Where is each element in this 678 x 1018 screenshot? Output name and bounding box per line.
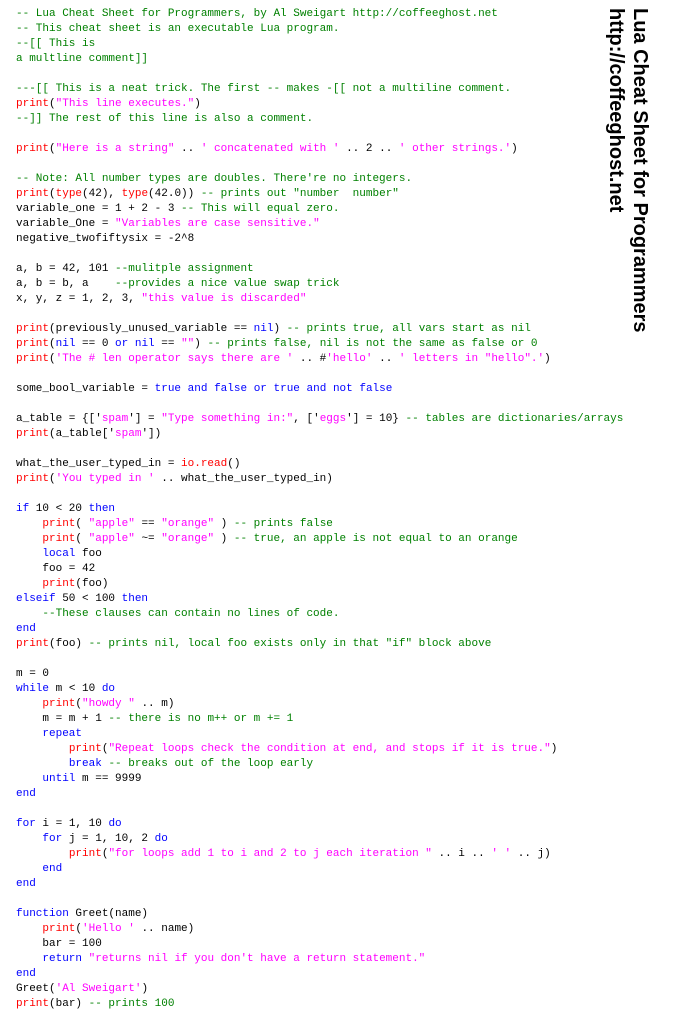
code-line xyxy=(16,952,668,967)
code-listing xyxy=(16,7,668,1012)
code-line xyxy=(16,697,668,712)
code-line xyxy=(16,532,668,547)
string-token: ' letters in "hello".' xyxy=(398,353,545,365)
code-token: a, b = 42, 101 xyxy=(16,263,116,275)
code-line xyxy=(16,472,668,487)
code-line xyxy=(16,727,668,742)
code-token: ) xyxy=(141,983,149,995)
builtin-token: print xyxy=(42,533,76,545)
string-token: 'hello' xyxy=(326,353,373,365)
code-token: some_bool_variable = xyxy=(16,383,155,395)
keyword-token: do xyxy=(101,683,116,695)
blank-line xyxy=(16,127,668,142)
comment-token: -- tables are dictionaries/arrays xyxy=(405,413,624,425)
code-token: .. what_the_user_typed_in) xyxy=(154,473,333,485)
string-token: 'Hello ' xyxy=(82,923,135,935)
string-token: "orange" xyxy=(161,518,215,530)
comment-token: --provides a nice value swap trick xyxy=(115,278,340,290)
code-token: foo = 42 xyxy=(16,563,96,575)
comment-token: --]] The rest of this line is also a comment. xyxy=(16,113,314,125)
code-token: x, y, z = 1, 2, 3, xyxy=(16,293,142,305)
code-line xyxy=(16,997,668,1012)
code-token xyxy=(16,773,42,785)
blank-line xyxy=(16,652,668,667)
code-token: ( xyxy=(49,473,56,485)
string-token: "this value is discarded" xyxy=(141,293,307,305)
code-line xyxy=(16,577,668,592)
keyword-token: or xyxy=(253,383,267,395)
blank-line xyxy=(16,397,668,412)
string-token: spam xyxy=(115,428,142,440)
code-token: (foo) xyxy=(75,578,109,590)
builtin-token: print xyxy=(42,578,76,590)
code-token xyxy=(267,383,274,395)
comment-token: -- true, an apple is not equal to an orange xyxy=(233,533,518,545)
comment-token: -- prints false xyxy=(233,518,333,530)
code-token: (42), xyxy=(82,188,122,200)
keyword-token: then xyxy=(121,593,149,605)
code-token: i = 1, 10 xyxy=(35,818,109,830)
code-token: ) xyxy=(214,533,234,545)
code-line xyxy=(16,52,668,67)
string-token: "for loops add 1 to i and 2 to j each iteration " xyxy=(108,848,432,860)
code-line xyxy=(16,682,668,697)
code-token: .. name) xyxy=(134,923,195,935)
code-token xyxy=(16,518,42,530)
builtin-token: print xyxy=(68,848,102,860)
code-token xyxy=(326,383,333,395)
keyword-token: end xyxy=(16,623,36,635)
code-line xyxy=(16,187,668,202)
builtin-token: print xyxy=(16,323,50,335)
keyword-token: until xyxy=(42,773,76,785)
code-token: .. xyxy=(174,143,201,155)
code-token xyxy=(16,743,69,755)
blank-line xyxy=(16,367,668,382)
code-line xyxy=(16,97,668,112)
keyword-token: end xyxy=(16,788,36,800)
code-line xyxy=(16,277,668,292)
keyword-token: break xyxy=(68,758,102,770)
builtin-token: print xyxy=(16,353,50,365)
builtin-token: print xyxy=(16,338,50,350)
code-token: .. m) xyxy=(134,698,175,710)
code-line xyxy=(16,832,668,847)
string-token: ' other strings.' xyxy=(398,143,512,155)
string-token: spam xyxy=(101,413,129,425)
code-token: ( xyxy=(75,518,89,530)
keyword-token: then xyxy=(88,503,116,515)
code-line xyxy=(16,742,668,757)
comment-token: --[[ This is xyxy=(16,38,96,50)
code-token: ( xyxy=(75,923,83,935)
code-line xyxy=(16,907,668,922)
code-token: a_table = {[' xyxy=(16,413,102,425)
side-title xyxy=(605,8,668,408)
keyword-token: or xyxy=(115,338,129,350)
code-token: m = 0 xyxy=(16,668,50,680)
code-line xyxy=(16,232,668,247)
code-token xyxy=(16,863,42,875)
code-token: what_the_user_typed_in = xyxy=(16,458,182,470)
code-line xyxy=(16,712,668,727)
string-token: eggs xyxy=(319,413,347,425)
code-token: ( xyxy=(49,143,56,155)
comment-token: -- Lua Cheat Sheet for Programmers, by Al Sweigart http://coffeeghost.net xyxy=(16,8,498,20)
code-token: ( xyxy=(75,698,83,710)
code-token: ( xyxy=(101,743,109,755)
code-token: m == 9999 xyxy=(75,773,142,785)
code-token: ( xyxy=(75,533,89,545)
code-line xyxy=(16,772,668,787)
code-line xyxy=(16,457,668,472)
code-token: == xyxy=(134,518,162,530)
comment-token: -- This cheat sheet is an executable Lua program. xyxy=(16,23,340,35)
code-token: ( xyxy=(49,353,56,365)
code-token: a, b = b, a xyxy=(16,278,116,290)
code-line xyxy=(16,217,668,232)
code-line xyxy=(16,352,668,367)
code-line xyxy=(16,427,668,442)
code-token: Greet( xyxy=(16,983,56,995)
string-token: ' concatenated with ' xyxy=(200,143,340,155)
string-token: "orange" xyxy=(161,533,215,545)
code-line xyxy=(16,412,668,427)
code-line xyxy=(16,787,668,802)
code-line xyxy=(16,937,668,952)
string-token: "This line executes." xyxy=(55,98,195,110)
string-token: "apple" xyxy=(88,533,135,545)
keyword-token: do xyxy=(108,818,122,830)
blank-line xyxy=(16,247,668,262)
keyword-token: and xyxy=(306,383,327,395)
builtin-token: print xyxy=(16,428,50,440)
code-token: negative_twofiftysix = -2^8 xyxy=(16,233,195,245)
string-token: 'Al Sweigart' xyxy=(55,983,142,995)
code-line xyxy=(16,262,668,277)
code-token: == xyxy=(154,338,182,350)
keyword-token: end xyxy=(42,863,63,875)
code-line xyxy=(16,967,668,982)
keyword-token: return xyxy=(42,953,83,965)
builtin-token: print xyxy=(16,143,50,155)
builtin-token: type xyxy=(55,188,83,200)
string-token: "Here is a string" xyxy=(55,143,175,155)
code-token xyxy=(247,383,254,395)
code-token: ~= xyxy=(134,533,162,545)
code-line xyxy=(16,757,668,772)
code-token: '] = xyxy=(128,413,162,425)
code-token: (a_table[' xyxy=(49,428,116,440)
code-token xyxy=(16,848,69,860)
code-line xyxy=(16,592,668,607)
string-token: "apple" xyxy=(88,518,135,530)
code-line xyxy=(16,172,668,187)
code-token: ) xyxy=(194,338,208,350)
code-token: ) xyxy=(544,353,551,365)
keyword-token: nil xyxy=(55,338,76,350)
code-token xyxy=(128,338,135,350)
code-line xyxy=(16,142,668,157)
code-line xyxy=(16,877,668,892)
blank-line xyxy=(16,307,668,322)
code-token: ( xyxy=(49,188,56,200)
side-title-line2: http://coffeeghost.net xyxy=(605,8,627,213)
code-line xyxy=(16,292,668,307)
code-token xyxy=(16,548,42,560)
code-token: , [' xyxy=(293,413,320,425)
code-token xyxy=(181,383,188,395)
code-token: m < 10 xyxy=(49,683,102,695)
code-token xyxy=(300,383,307,395)
code-line xyxy=(16,502,668,517)
code-token: m = m + 1 xyxy=(16,713,109,725)
code-token: ( xyxy=(49,338,56,350)
keyword-token: nil xyxy=(134,338,155,350)
code-token: 50 < 100 xyxy=(55,593,122,605)
code-token xyxy=(16,698,42,710)
code-token: ( xyxy=(101,848,109,860)
code-line xyxy=(16,337,668,352)
code-token: variable_One = xyxy=(16,218,116,230)
comment-token: -- Note: All number types are doubles. There're no integers. xyxy=(16,173,413,185)
code-token xyxy=(16,533,42,545)
code-token: .. xyxy=(372,353,399,365)
comment-token: a multline comment]] xyxy=(16,53,149,65)
side-title-line1: Lua Cheat Sheet for Programmers xyxy=(629,8,651,333)
keyword-token: and xyxy=(187,383,208,395)
code-line xyxy=(16,7,668,22)
builtin-token: print xyxy=(42,518,76,530)
string-token: ' ' xyxy=(491,848,512,860)
code-token xyxy=(16,953,42,965)
code-token: .. 2 .. xyxy=(339,143,399,155)
comment-token: --These clauses can contain no lines of code. xyxy=(42,608,340,620)
builtin-token: print xyxy=(42,698,76,710)
builtin-token: print xyxy=(16,188,50,200)
comment-token: -- prints 100 xyxy=(88,998,175,1010)
code-token: 10 < 20 xyxy=(29,503,89,515)
string-token: "returns nil if you don't have a return statement." xyxy=(88,953,426,965)
code-line xyxy=(16,22,668,37)
code-token xyxy=(82,953,89,965)
code-token xyxy=(16,608,42,620)
code-line xyxy=(16,517,668,532)
code-token: (bar) xyxy=(49,998,89,1010)
code-line xyxy=(16,562,668,577)
code-line xyxy=(16,622,668,637)
code-line xyxy=(16,112,668,127)
comment-token: -- prints false, nil is not the same as false or 0 xyxy=(207,338,538,350)
keyword-token: end xyxy=(16,878,36,890)
code-token: (previously_unused_variable == xyxy=(49,323,254,335)
builtin-token: print xyxy=(68,743,102,755)
code-token: .. j) xyxy=(511,848,551,860)
code-token: j = 1, 10, 2 xyxy=(62,833,155,845)
keyword-token: local xyxy=(42,548,76,560)
blank-line xyxy=(16,67,668,82)
string-token: "Variables are case sensitive." xyxy=(115,218,320,230)
code-token xyxy=(16,758,69,770)
code-line xyxy=(16,847,668,862)
code-line xyxy=(16,202,668,217)
code-token: ) xyxy=(273,323,287,335)
code-line xyxy=(16,547,668,562)
keyword-token: true xyxy=(273,383,300,395)
string-token: "" xyxy=(181,338,195,350)
blank-line xyxy=(16,442,668,457)
code-token: .. # xyxy=(293,353,327,365)
code-token xyxy=(16,833,42,845)
code-token: ) xyxy=(550,743,558,755)
code-line xyxy=(16,667,668,682)
blank-line xyxy=(16,802,668,817)
code-line xyxy=(16,607,668,622)
string-token: 'You typed in ' xyxy=(55,473,155,485)
keyword-token: for xyxy=(42,833,63,845)
string-token: "howdy " xyxy=(82,698,135,710)
code-token: ) xyxy=(511,143,518,155)
code-token: (42.0)) xyxy=(148,188,201,200)
code-line xyxy=(16,817,668,832)
code-token: ']) xyxy=(141,428,162,440)
keyword-token: not xyxy=(332,383,353,395)
comment-token: -- prints true, all vars start as nil xyxy=(286,323,531,335)
keyword-token: true xyxy=(154,383,182,395)
keyword-token: for xyxy=(16,818,36,830)
code-token: ) xyxy=(194,98,201,110)
code-token: bar = 100 xyxy=(16,938,102,950)
builtin-token: print xyxy=(16,98,50,110)
code-line xyxy=(16,82,668,97)
code-token: .. i .. xyxy=(431,848,492,860)
code-line xyxy=(16,922,668,937)
blank-line xyxy=(16,892,668,907)
code-line xyxy=(16,37,668,52)
blank-line xyxy=(16,487,668,502)
string-token: 'The # len operator says there are ' xyxy=(55,353,294,365)
keyword-token: repeat xyxy=(42,728,83,740)
keyword-token: elseif xyxy=(16,593,56,605)
comment-token: -- there is no m++ or m += 1 xyxy=(108,713,294,725)
comment-token: -- This will equal zero. xyxy=(181,203,340,215)
builtin-token: print xyxy=(16,998,50,1010)
keyword-token: function xyxy=(16,908,69,920)
code-token: Greet(name) xyxy=(68,908,149,920)
code-token xyxy=(16,728,42,740)
builtin-token: io.read xyxy=(181,458,228,470)
keyword-token: nil xyxy=(253,323,274,335)
code-token: == 0 xyxy=(75,338,116,350)
keyword-token: if xyxy=(16,503,30,515)
keyword-token: do xyxy=(154,833,168,845)
code-token: variable_one = 1 + 2 - 3 xyxy=(16,203,182,215)
code-line xyxy=(16,982,668,997)
keyword-token: false xyxy=(214,383,248,395)
code-token: '] = 10} xyxy=(346,413,406,425)
keyword-token: end xyxy=(16,968,36,980)
keyword-token: while xyxy=(16,683,50,695)
code-token: () xyxy=(227,458,241,470)
comment-token: -- prints nil, local foo exists only in that "if" block above xyxy=(88,638,492,650)
blank-line xyxy=(16,157,668,172)
comment-token: ---[[ This is a neat trick. The first -- makes -[[ not a multiline comment. xyxy=(16,83,512,95)
code-token: ( xyxy=(49,98,56,110)
string-token: "Type something in:" xyxy=(161,413,294,425)
builtin-token: type xyxy=(121,188,149,200)
builtin-token: print xyxy=(16,638,50,650)
code-line xyxy=(16,862,668,877)
code-line xyxy=(16,322,668,337)
builtin-token: print xyxy=(16,473,50,485)
code-line xyxy=(16,637,668,652)
side-title-svg xyxy=(605,8,668,408)
code-token: ) xyxy=(214,518,234,530)
code-token xyxy=(16,923,42,935)
code-line xyxy=(16,382,668,397)
keyword-token: false xyxy=(359,383,393,395)
string-token: "Repeat loops check the condition at end, and stops if it is true." xyxy=(108,743,551,755)
comment-token: -- breaks out of the loop early xyxy=(108,758,314,770)
code-token: foo xyxy=(75,548,102,560)
code-token: (foo) xyxy=(49,638,89,650)
builtin-token: print xyxy=(42,923,76,935)
comment-token: -- prints out "number number" xyxy=(200,188,399,200)
comment-token: --mulitple assignment xyxy=(115,263,254,275)
code-token xyxy=(16,578,42,590)
